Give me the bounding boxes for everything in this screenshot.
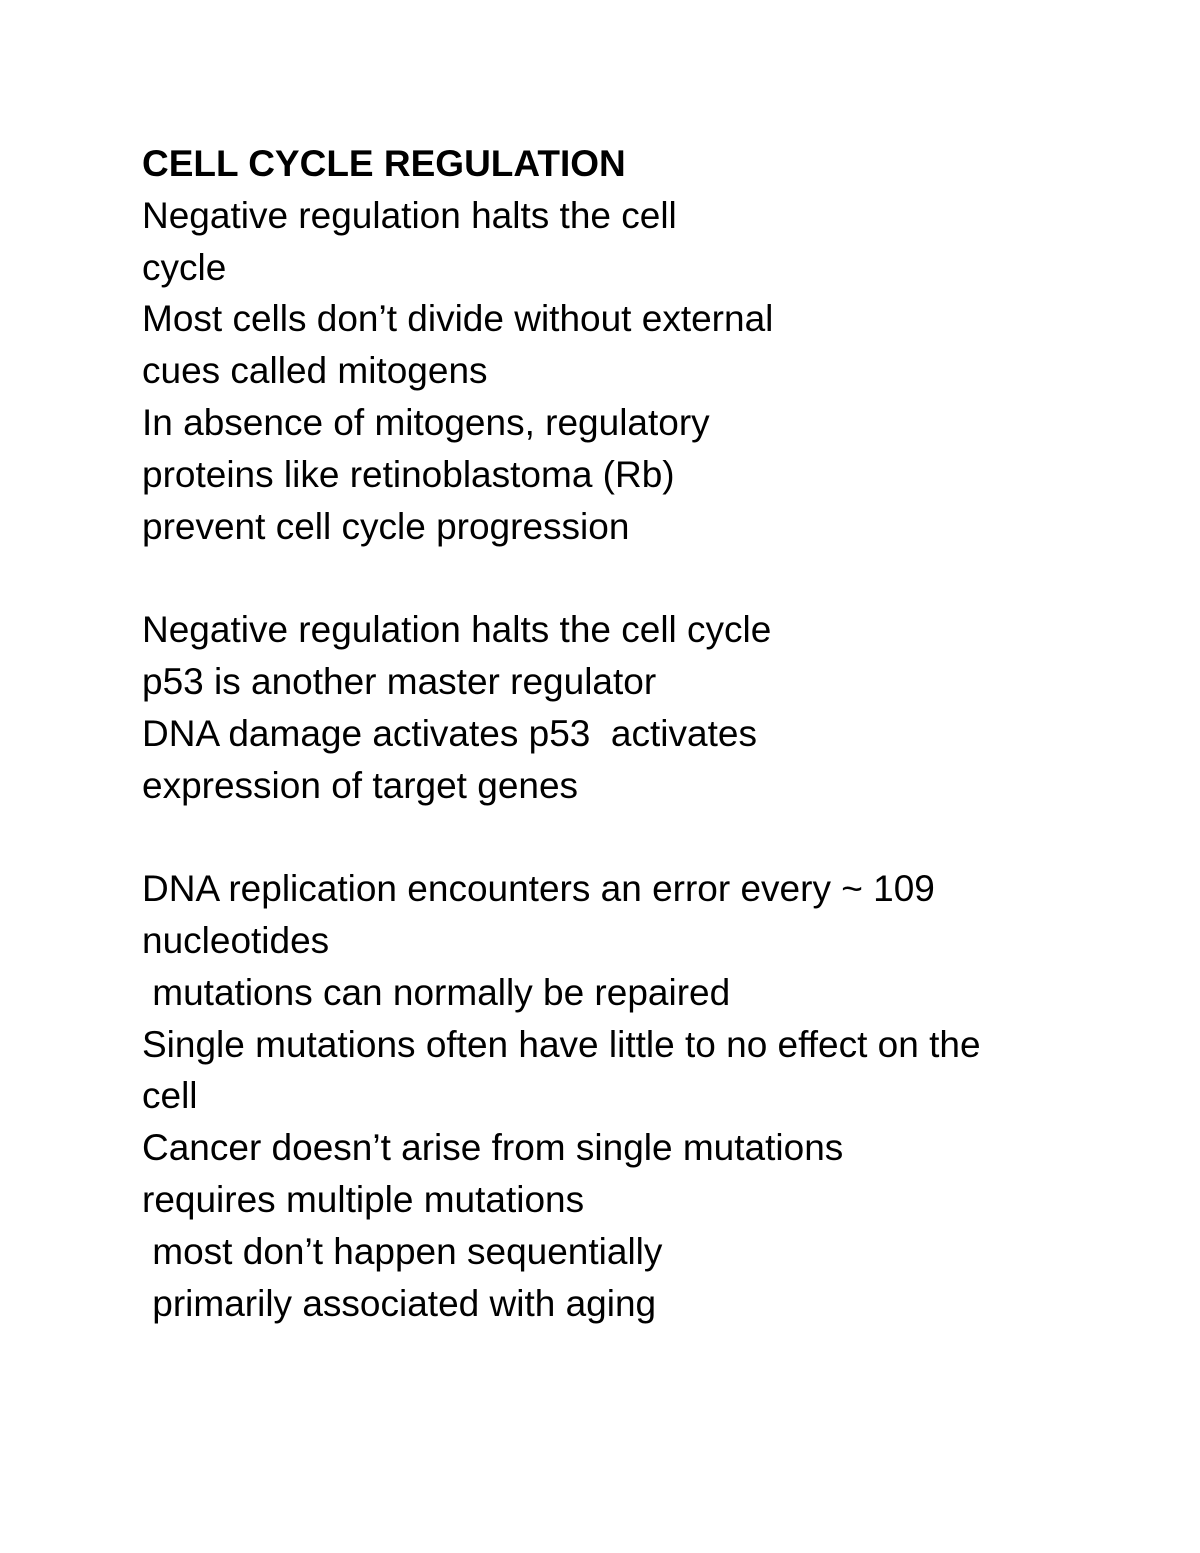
text-line: primarily associated with aging xyxy=(142,1282,657,1324)
text-line: cell xyxy=(142,1075,198,1117)
section-rb-regulation xyxy=(142,190,1102,553)
text-line: prevent cell cycle progression xyxy=(142,505,630,547)
document-title: CELL CYCLE REGULATION xyxy=(142,143,626,184)
text-line: requires multiple mutations xyxy=(142,1178,585,1220)
text-line: Most cells don’t divide without external xyxy=(142,298,774,340)
text-line: p53 is another master regulator xyxy=(142,660,657,702)
text-line: mutations can normally be repaired xyxy=(142,971,731,1013)
text-line: Single mutations often have little to no effect on the xyxy=(142,1023,981,1065)
paragraph-gap xyxy=(142,552,1102,604)
text-line: Negative regulation halts the cell cycle xyxy=(142,609,772,651)
section-p53-regulation xyxy=(142,604,1102,811)
section-mutations xyxy=(142,863,1102,1329)
paragraph-gap xyxy=(142,811,1102,863)
text-line: Cancer doesn’t arise from single mutations xyxy=(142,1127,844,1169)
document-body xyxy=(142,138,1102,1329)
text-line: DNA replication encounters an error every ~ 109 xyxy=(142,868,935,910)
text-line: cycle xyxy=(142,246,227,288)
text-line: Negative regulation halts the cell xyxy=(142,194,677,236)
text-line: cues called mitogens xyxy=(142,350,488,392)
text-line: expression of target genes xyxy=(142,764,579,806)
text-line: most don’t happen sequentially xyxy=(142,1230,663,1272)
text-line: proteins like retinoblastoma (Rb) xyxy=(142,453,675,495)
text-line: nucleotides xyxy=(142,919,330,961)
text-line: DNA damage activates p53 activates xyxy=(142,712,757,754)
text-line: In absence of mitogens, regulatory xyxy=(142,401,710,443)
